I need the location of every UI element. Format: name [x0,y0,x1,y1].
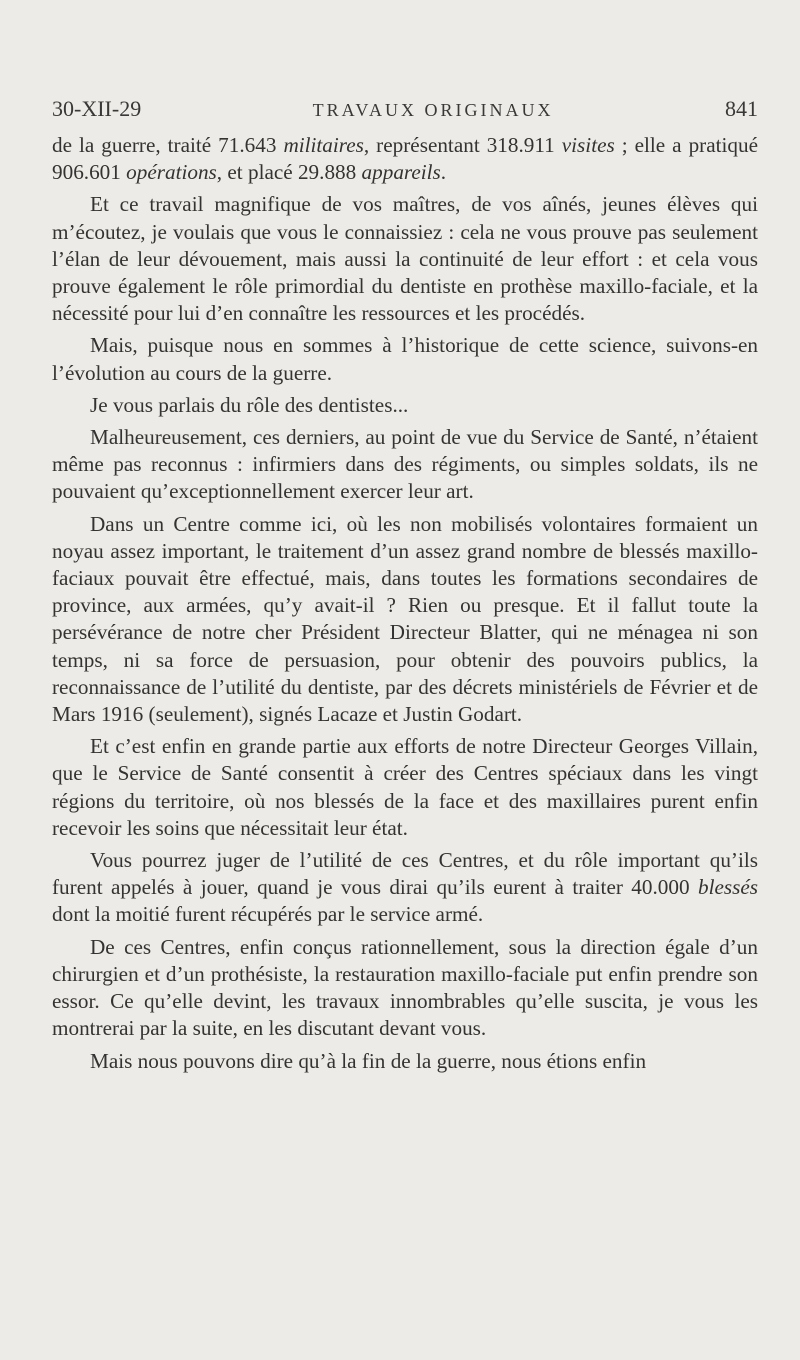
italic-text: blessés [697,875,758,900]
text-run: Je vous parlais du rôle des dentistes... [90,392,409,417]
text-run: , et placé 29.888 [216,160,362,185]
section-title: TRAVAUX ORIGINAUX [312,100,554,120]
paragraph [52,733,758,842]
text-run: Et ce travail magnifique de vos maîtres, de vos aînés, jeunes élèves qui m’écoutez, je voulais que vous le connaissiez : cela ne vous prouve pas seulement l’élan de leur dévouement, mais aussi la continuité de leur effort : et cela vous prouve également le rôle primordial du dentiste en prothèse maxillo-faciale, et la nécessité pour lui d’en connaître les ressources et les procédés. [52,192,758,326]
running-head [52,96,758,130]
italic-text: opérations [126,160,217,185]
issue-date: 30-XII-29 [52,96,142,121]
italic-text: militaires [283,133,364,157]
text-run: Et c’est enfin en grande partie aux efforts de notre Directeur Georges Villain, que le Service de Santé consentit à créer des Centres spéciaux dans les vingt régions du territoire, où nos blessés de la face et des maxillaires purent enfin recevoir les soins que nécessitait leur état. [52,734,758,840]
italic-text: visites [561,133,615,157]
paragraph [52,191,758,327]
italic-text: appareils [361,160,441,185]
text-run: De ces Centres, enfin conçus rationnellement, sous la direction égale d’un chirurgien et d’un prothésiste, la restauration maxillo-faciale put enfin prendre son essor. Ce qu’elle devint, les travaux innombrables qu’elle suscita, je vous les montrerai par la suite, en les discutant devant vous. [52,934,758,1041]
text-run: Mais nous pouvons dire qu’à la fin de la guerre, nous étions enfin [90,1048,647,1073]
text-run: Malheureusement, ces derniers, au point de vue du Service de Santé, n’étaient même pas reconnus : infirmiers dans des régiments, ou simples soldats, ils ne pouvaient qu’exceptionnellement exercer leur art. [52,425,758,504]
text-run: , représentant 318.911 [363,133,562,157]
paragraph [52,934,758,1043]
body-text [52,132,758,1075]
text-run: . [440,160,447,185]
paragraph [52,1048,758,1075]
paragraph [52,511,758,729]
text-run: ; elle a pratiqué 906.601 [52,133,758,185]
paragraph [52,424,758,506]
text-run: dont la moitié furent récupérés par le service armé. [52,902,484,927]
text-run: de la guerre, traité 71.643 [52,133,284,157]
paragraph [52,332,758,386]
text-run: Mais, puisque nous en sommes à l’historique de cette science, suivons-en l’évolution au cours de la guerre. [52,333,758,385]
page-number: 841 [724,96,758,121]
paragraph [52,392,758,419]
paragraph-continuation [52,132,758,186]
text-run: Dans un Centre comme ici, où les non mobilisés volontaires formaient un noyau assez important, le traitement d’un assez grand nombre de blessés maxillo-faciaux pouvait être effectué, mais, dans toutes les formations secondaires de province, aux armées, qu’y avait-il ? Rien ou presque. Et il fallut toute la persévérance de notre cher Président Directeur Blatter, qui ne ménagea ni son temps, ni sa force de persuasion, pour obtenir des pouvoirs publics, la reconnaissance de l’utilité du dentiste, par des décrets ministériels de Février et de Mars 1916 (seulement), signés Lacaze et Justin Godart. [52,511,758,727]
paragraph [52,847,758,929]
text-run: Vous pourrez juger de l’utilité de ces Centres, et du rôle important qu’ils furent appelés à jouer, quand je vous dirai qu’ils eurent à traiter 40.000 [52,848,758,900]
